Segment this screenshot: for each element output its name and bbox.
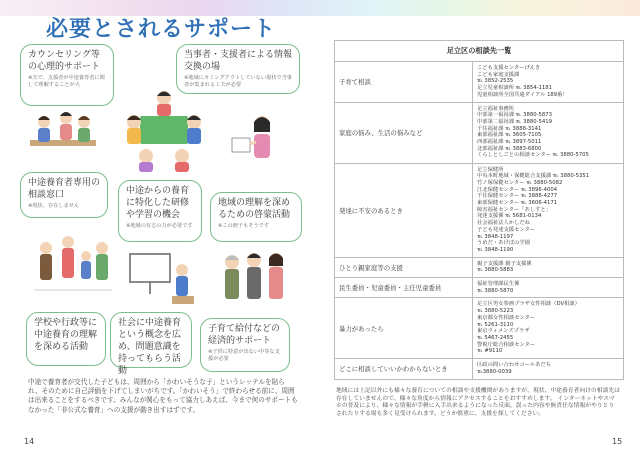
page-number-left: 14 [24, 437, 35, 446]
bubble-economic-support [200, 318, 290, 372]
contact-line: うめだ・あけぼの学園 [477, 240, 530, 247]
row-contacts [473, 298, 623, 358]
contact-line: 東部保健センター ℡ 3606-4171 [477, 200, 558, 207]
contact-line: 足立児童相談所 ℡ 3854-1181 [477, 85, 553, 92]
contact-line: ℡ 3848-1190 [477, 246, 514, 253]
bubble-heading: 子育て給付などの経済的サポート [208, 324, 281, 346]
row-category: 家庭の悩み、生活の悩みなど [335, 103, 473, 163]
bubble-heading: 中途からの養育に特化した研修や学習の機会 [126, 186, 190, 220]
contact-line: 足立福祉事務所 [477, 105, 515, 112]
bubble-note: ※子供に特意が出ない中等な支援が必要 [208, 349, 280, 362]
contact-line: 東部福祉課 ℡ 3605-7105 [477, 132, 542, 139]
right-page-note: 地域には上記以外にも様々な養育についての相談や支援機関がありますが、現状、中途養育者向けの相談先は存在していませんので、様々な角度から情報にアクセスすることをおすすめします。 インターネットやスマホの普及により、様々な情報が手軽に入手出来るようになった反面、誤った内容や無責任な情報がやりとりされたりする場も多く見受けられます。どうか慎重に、支援を探してください。 [336, 388, 620, 417]
row-category: 暴力があったら [335, 298, 473, 358]
bubble-counseling [20, 44, 114, 106]
bubble-heading: 中途養育者専用の相談窓口 [28, 178, 101, 200]
contact-line: 千住福祉課 ℡ 3888-3141 [477, 125, 542, 132]
contact-line: 足立区男女参画プラザ女性相談（DV相談） [477, 301, 580, 308]
bubble-heading: カウンセリング等の心理的サポート [28, 50, 101, 72]
contact-line: 福祉管理課民生係 [477, 281, 520, 288]
contact-line: 障害福祉センター「あしすと」 [477, 206, 551, 213]
contact-line: ℡ 3880-5883 [477, 267, 514, 274]
row-category: どこに相談していいかわからないとき [335, 359, 473, 378]
contact-line: 東京ウィメンズプラザ [477, 328, 530, 335]
table-row [335, 62, 623, 103]
contact-line: くらしとしごとの相談センター ℡ 3880-5705 [477, 152, 589, 159]
contact-line: ℡ #9110 [477, 348, 503, 355]
page-number-right: 15 [612, 437, 623, 446]
family-group-illustration [30, 228, 116, 298]
contact-line: こども家庭支援課 [477, 71, 520, 78]
table-row [335, 258, 623, 278]
contact-line: ℡ 3880-5870 [477, 287, 514, 294]
contact-line: 子ども発達支援センター [477, 226, 536, 233]
bubble-note: ※この冊子もそうです [218, 223, 270, 229]
bubble-consultation-desk [20, 172, 108, 218]
bubble-note: ※地域にカミングアウトしていない現状で当事者が集まれる工夫が必要 [184, 75, 292, 88]
contact-line: 親子支援課 親子支援係 [477, 260, 532, 267]
counseling-people-illustration [28, 104, 100, 162]
contact-line: ℡ 5261-3110 [477, 321, 514, 328]
contact-line: 足立保健所 [477, 166, 504, 173]
contact-line: ℡ 5467-2455 [477, 334, 514, 341]
contact-line: 中部第二福祉課 ℡ 3880-5419 [477, 118, 553, 125]
table-row [335, 164, 623, 258]
row-category: 子育て相談 [335, 62, 473, 102]
bubble-school-admin [26, 312, 106, 366]
bubble-note: ※夫で、支援者が中途養育者に関して理解することが大 [28, 75, 105, 88]
woman-with-document-illustration [228, 110, 284, 170]
contact-line: ℡ 3848-1197 [477, 233, 514, 240]
row-category: 民生委員・児童委員・主任児童委員 [335, 278, 473, 297]
bubble-heading: 社会に中途養育という概念を広め、問題意識を持ってもらう活動 [118, 318, 182, 376]
row-contacts [473, 258, 623, 277]
contact-line: 中央本町地域・保健総合支援課 ℡ 3880-5351 [477, 173, 590, 180]
contact-line: 発達支援係 ℡ 5681-0134 [477, 213, 542, 220]
bubble-heading: 地域の理解を深めるための啓蒙活動 [218, 198, 291, 220]
table-row [335, 359, 623, 378]
bubble-note: ※現状、存在しません [28, 203, 80, 209]
contact-line: 江北保健センター ℡ 3896-4004 [477, 186, 558, 193]
table-row [335, 278, 623, 298]
contact-line: ℡ 3880-5223 [477, 308, 514, 315]
bubble-social-concept [110, 312, 192, 376]
contact-line: 千住保健センター ℡ 3888-4277 [477, 193, 558, 200]
contact-line: 中部第一福祉課 ℡ 3880-5873 [477, 112, 553, 119]
bubble-note: ※地域の有志の力が必要です [126, 223, 193, 229]
presentation-illustration [126, 250, 198, 306]
contact-line: 東京都女性相談センター [477, 314, 536, 321]
contact-line: 北部福祉課 ℡ 3883-6800 [477, 145, 542, 152]
table-title: 足立区の相談先一覧 [335, 41, 623, 62]
group-meeting-illustration [120, 86, 208, 172]
page-title: 必要とされるサポート [46, 17, 277, 42]
contact-line: ℡ 3852-2535 [477, 78, 514, 85]
contact-line: 西部福祉課 ℡ 3897-5011 [477, 139, 542, 146]
left-page-paragraph: 中途で養育者が交代した子どもは、周囲から「かわいそうな子」というレッテルを貼られ、そのために自己評価を下げてしまいがちです。「かわいそう」で終わらせる前に、周囲は出来ることをするべきです。みんなが関心をもって協力しあえば、今まで何のサポートもなかった「非公式な養育」への支援が動き出すはずです。 [28, 378, 298, 414]
couple-with-child-illustration [214, 246, 294, 312]
contact-line: 児童相談所全国共通ダイアル 189番！ [477, 91, 568, 98]
contact-line: 社会福祉法人かしだね [477, 220, 530, 227]
bubble-heading: 学校や行政等に中途養育の理解を深める活動 [34, 318, 98, 352]
contact-line: ℡3880-0039 [477, 368, 512, 375]
bubble-awareness [210, 192, 302, 242]
table-row [335, 298, 623, 359]
row-category: ひとり親家庭等の支援 [335, 258, 473, 277]
row-contacts [473, 278, 623, 297]
row-contacts [473, 164, 623, 257]
consultation-table [334, 40, 624, 380]
row-contacts [473, 103, 623, 163]
contact-line: 区政の問い合わせコールあだち [477, 362, 552, 369]
contact-line: こども支援センターげんき [477, 65, 541, 71]
row-contacts [473, 359, 623, 378]
contact-line: 警視庁総合相談センター [477, 341, 536, 348]
table-row [335, 103, 623, 164]
row-category: 発達に不安のあるとき [335, 164, 473, 257]
contact-line: 竹ノ塚保健センター ℡ 3880-5082 [477, 179, 563, 186]
row-contacts [473, 62, 623, 102]
bubble-training [118, 180, 202, 242]
bubble-heading: 当事者・支援者による情報交換の場 [184, 50, 293, 72]
